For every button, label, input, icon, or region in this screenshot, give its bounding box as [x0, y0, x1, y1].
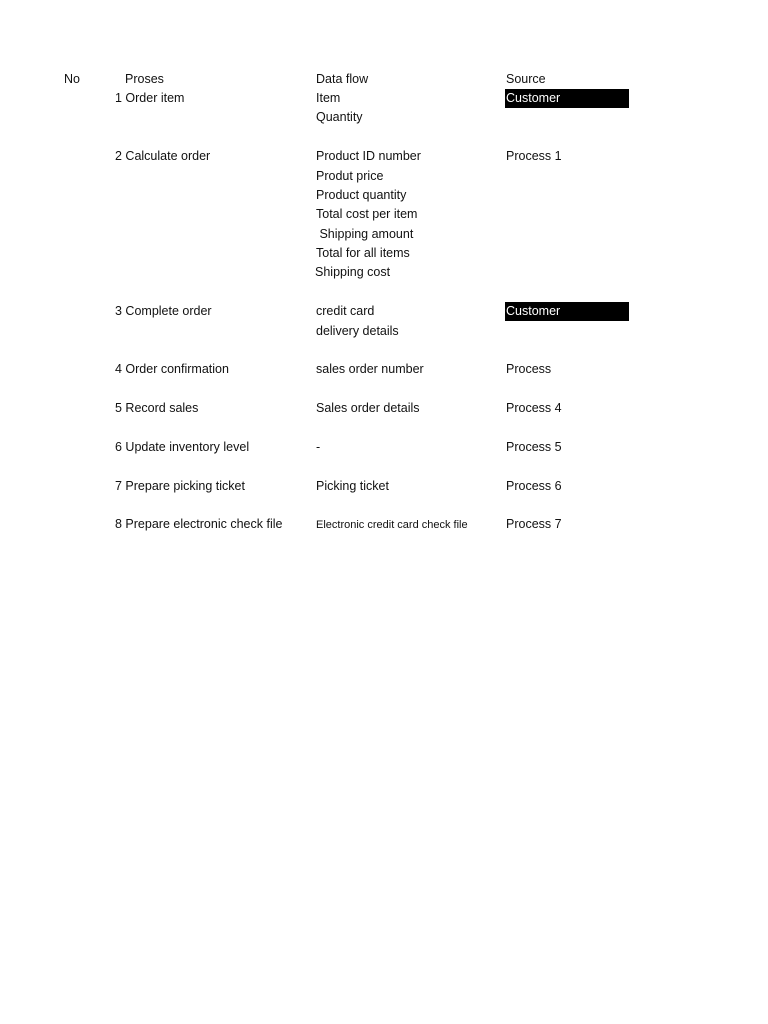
flow-4-1: sales order number — [316, 362, 424, 376]
process-1: 1 Order item — [115, 91, 185, 105]
process-7: 7 Prepare picking ticket — [115, 479, 245, 493]
source-7: Process 6 — [506, 479, 562, 493]
process-2: 2 Calculate order — [115, 149, 211, 163]
flow-2-6: Total for all items — [316, 246, 410, 260]
flow-2-5: Shipping amount — [316, 227, 414, 241]
source-6: Process 5 — [506, 440, 562, 454]
process-8: 8 Prepare electronic check file — [115, 517, 283, 531]
flow-3-1: credit card — [316, 304, 375, 318]
header-source: Source — [506, 72, 546, 86]
flow-2-2: Produt price — [316, 169, 384, 183]
header-no: No — [64, 72, 80, 86]
process-5: 5 Record sales — [115, 401, 199, 415]
flow-3-2: delivery details — [316, 324, 399, 338]
flow-6-1: - — [316, 440, 321, 454]
source-8: Process 7 — [506, 517, 562, 531]
header-proses: Proses — [125, 72, 164, 86]
flow-2-7: Shipping cost — [315, 265, 391, 279]
flow-7-1: Picking ticket — [316, 479, 389, 493]
source-1: Customer — [505, 89, 629, 108]
flow-1-1: Item — [316, 91, 341, 105]
source-3: Customer — [505, 302, 629, 321]
flow-2-1: Product ID number — [316, 149, 421, 163]
flow-2-4: Total cost per item — [316, 207, 418, 221]
process-3: 3 Complete order — [115, 304, 212, 318]
header-data-flow: Data flow — [316, 72, 369, 86]
source-2: Process 1 — [506, 149, 562, 163]
process-4: 4 Order confirmation — [115, 362, 229, 376]
source-4: Process — [506, 362, 552, 376]
flow-8-1: Electronic credit card check file — [316, 519, 468, 531]
source-5: Process 4 — [506, 401, 562, 415]
flow-1-2: Quantity — [316, 110, 363, 124]
flow-2-3: Product quantity — [316, 188, 407, 202]
flow-5-1: Sales order details — [316, 401, 420, 415]
process-6: 6 Update inventory level — [115, 440, 250, 454]
